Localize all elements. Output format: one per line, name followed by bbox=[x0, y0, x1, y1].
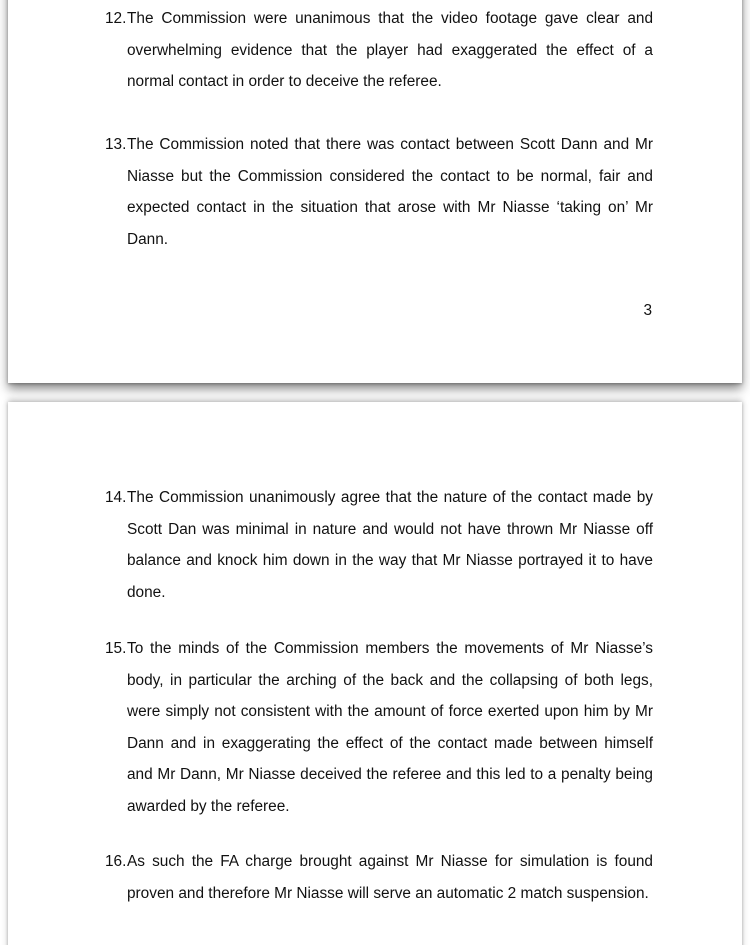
paragraph-number: 12. bbox=[105, 10, 127, 27]
paragraph-text: The Commission were unanimous that the video footage gave clear and overwhelming evidence that the player had exaggerated the effect of a normal contact in order to deceive the referee. bbox=[127, 10, 653, 91]
paragraph-number: 15. bbox=[105, 640, 127, 657]
paragraph-16 bbox=[105, 846, 653, 909]
page-number: 3 bbox=[643, 302, 652, 319]
document-page-4 bbox=[8, 402, 742, 945]
paragraph-13 bbox=[105, 129, 653, 255]
paragraph-number: 16. bbox=[105, 853, 127, 870]
document-page-3 bbox=[8, 0, 742, 383]
paragraph-text: The Commission noted that there was contact between Scott Dann and Mr Niasse but the Commission considered the contact to be normal, fair and expected contact in the situation that arose with Mr Niasse ‘taking on’ Mr Dann. bbox=[127, 136, 653, 248]
paragraph-number: 14. bbox=[105, 489, 127, 506]
paragraph-12 bbox=[105, 3, 653, 98]
paragraph-number: 13. bbox=[105, 136, 127, 153]
paragraph-15 bbox=[105, 633, 653, 823]
paragraph-14 bbox=[105, 482, 653, 608]
paragraph-text: As such the FA charge brought against Mr Niasse for simulation is found proven and therefore Mr Niasse will serve an automatic 2 match suspension. bbox=[127, 853, 653, 902]
paragraph-text: The Commission unanimously agree that the nature of the contact made by Scott Dan was minimal in nature and would not have thrown Mr Niasse off balance and knock him down in the way that Mr Niasse portrayed it to have done. bbox=[127, 489, 653, 601]
paragraph-text: To the minds of the Commission members the movements of Mr Niasse’s body, in particular the arching of the back and the collapsing of both legs, were simply not consistent with the amount of force exerted upon him by Mr Dann and in exaggerating the effect of the contact made between himself and Mr Dann, Mr Niasse deceived the referee and this led to a penalty being awarded by the referee. bbox=[127, 640, 653, 815]
